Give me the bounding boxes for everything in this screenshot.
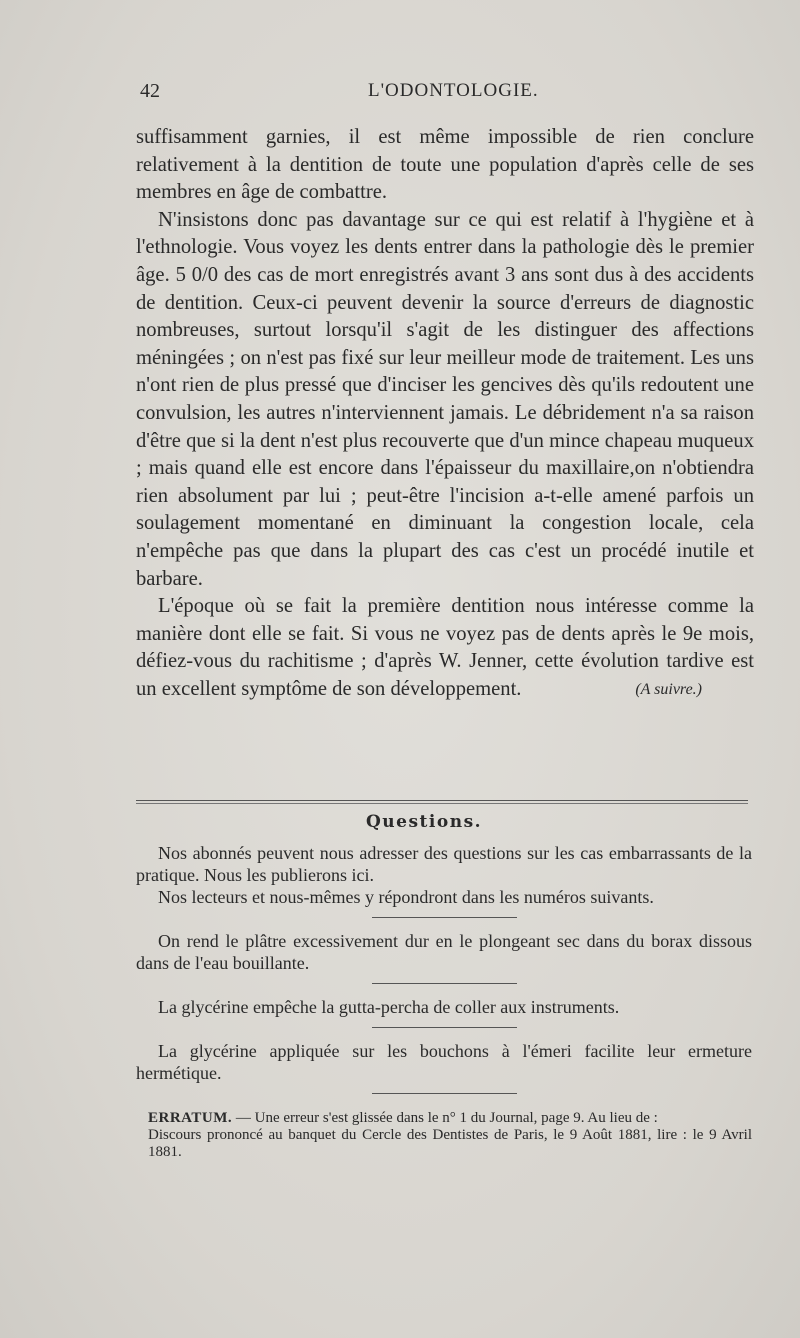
paragraph-1: suffisamment garnies, il est même impossible de rien conclure relativement à la dentition de toute une population d'après celle de ses membres en âge de combattre. [136, 126, 754, 204]
short-divider [372, 917, 517, 918]
section-divider [136, 800, 748, 804]
page-number: 42 [140, 80, 160, 102]
paragraph-2: N'insistons donc pas davantage sur ce qui est relatif à l'hygiène et à l'ethnologie. Vous voyez les dents entrer dans la pathologie dès le premier âge. 5 0/0 des cas de mort enregistrés avant 3 ans sont dus à des accidents de dentition. Ceux-ci peuvent devenir la source d'erreurs de diagnostic nombreuses, surtout lorsqu'il s'agit de les distinguer des affections méningées ; on n'est pas fixé sur leur meilleur mode de traitement. Les uns n'ont rien de plus pressé que d'inciser les gencives dès qu'ils redoutent une convulsion, les autres n'interviennent jamais. Le débridement n'a sa raison d'être que si la dent n'est plus recouverte que d'un mince chapeau muqueux ; mais quand elle est encore dans l'épaisseur du maxillaire,on n'obtiendra rien absolument par lui ; peut-être l'incision a-t-elle amené parfois un soulagement momentané en diminuant la congestion locale, cela n'empêche pas que dans la plupart des cas c'est un procédé inutile et barbare. [136, 208, 754, 590]
running-title: L'ODONTOLOGIE. [368, 80, 539, 101]
paragraph-3-text: L'époque où se fait la première dentition nous intéresse comme la manière dont elle se fait. Si vous ne voyez pas de dents après le 9e mois, défiez-vous du rachitisme ; d'après W. Jenner, cette évolution tardive est un excellent symptôme de son développement. [136, 595, 754, 700]
questions-heading: Questions. [366, 812, 483, 832]
question-item-3: On rend le plâtre excessivement dur en le plongeant sec dans du borax dissous dans de l'eau bouillante. [136, 931, 752, 973]
erratum-line-2: Discours prononcé au banquet du Cercle des Dentistes de Paris, le 9 Août 1881, lire : le 9 Avril 1881. [148, 1127, 752, 1160]
questions-section [136, 842, 752, 1106]
question-item-4: La glycérine empêche la gutta-percha de coller aux instruments. [158, 997, 620, 1017]
erratum-line-1 [148, 1110, 752, 1127]
question-item-1: Nos abonnés peuvent nous adresser des questions sur les cas embarrassants de la pratique. Nous les publierons ici. [136, 843, 752, 885]
page-header [140, 80, 752, 110]
question-item-5: La glycérine appliquée sur les bouchons à l'émeri facilite leur ermeture hermétique. [136, 1041, 752, 1083]
erratum-text-1: — Une erreur s'est glissée dans le n° 1 du Journal, page 9. Au lieu de : [232, 1110, 658, 1126]
paragraph-3 [136, 593, 754, 703]
to-be-continued: (A suivre.) [635, 680, 702, 698]
short-divider [372, 1027, 517, 1028]
erratum-label: ERRATUM. [148, 1110, 233, 1126]
article-body [136, 124, 754, 703]
erratum-note [148, 1110, 752, 1161]
short-divider [372, 983, 517, 984]
short-divider [372, 1093, 517, 1094]
question-item-2: Nos lecteurs et nous-mêmes y répondront dans les numéros suivants. [158, 887, 654, 907]
